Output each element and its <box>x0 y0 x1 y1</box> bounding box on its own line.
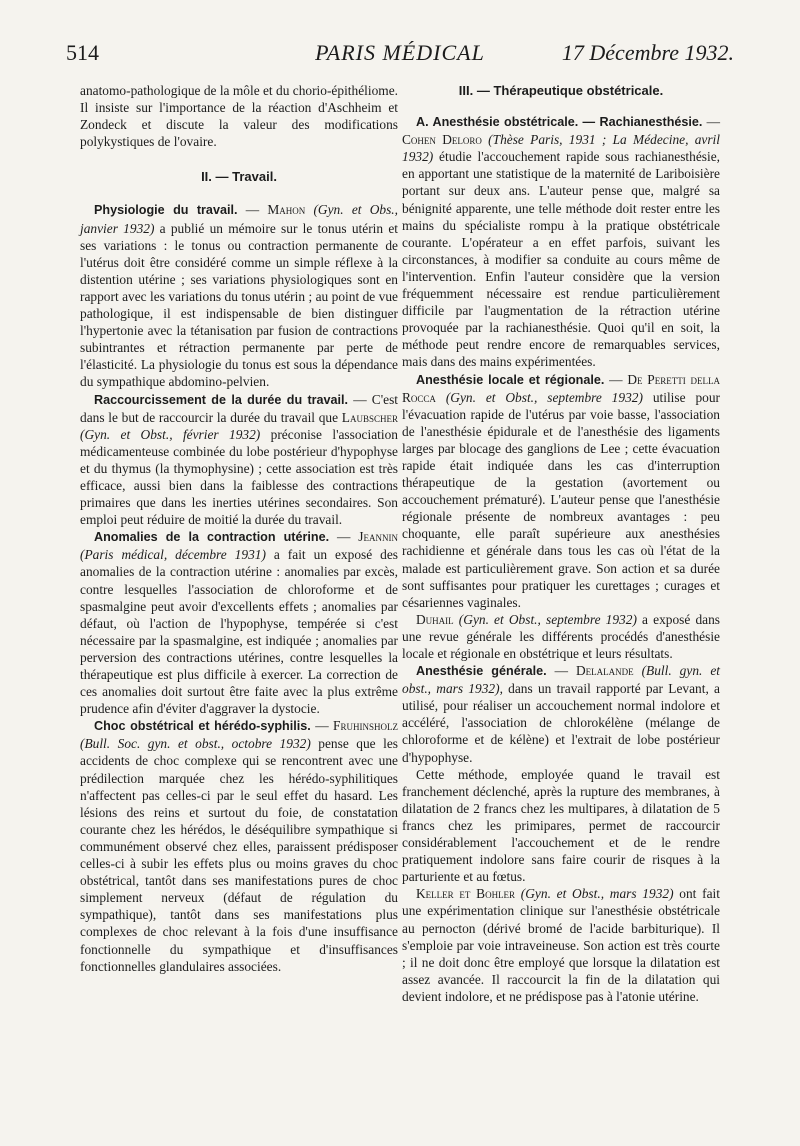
paragraph-choc: Choc obstétrical et hérédo-syphilis. — Fruhinsholz (Bull. Soc. gyn. et obst., octobre 1932) pense que les accidents de choc complexe qui se rencontrent avec une prédilection marquée chez les hérédo-syphilitiques n'affectent pas celles-ci par le seul effet du hasard. Les lésions des reins et surtout du foie, de constatation courante chez les hérédos, le déséquilibre sympathique si communément observé chez elles, paraissent prédisposer celles-ci à subir les effets plus ou moins graves du choc obstétrical, tantôt dans ses manifestations pures de choc simplement nerveux (défaut de régulation du sympathique), tantôt dans ses manifestations plus complexes de choc relevant à la fois d'une insuffisance fonctionnelle du sympathique et d'insuffisances fonctionnelles glandulaires associées. <box>80 718 398 974</box>
page-number: 514 <box>66 40 99 65</box>
citation: (Bull. gyn. et obst., mars 1932) <box>402 663 720 697</box>
paragraph-raccourcissement: Raccourcissement de la durée du travail. — C'est dans le but de raccourcir la durée du travail que Laubscher (Gyn. et Obst., février 1932) préconise l'association médicamenteuse combinée du lobe postérieur d'hypophyse et du thymus (la thymophysine) ; cette association est très efficace, aussi bien dans la faiblesse des contractions primaires que dans les inerties utérines secondaires. Son emploi peut réduire de moitié la durée du travail. <box>80 391 398 528</box>
run-in-heading: Choc obstétrical et hérédo-syphilis. <box>94 719 311 734</box>
right-column <box>402 82 720 1005</box>
paragraph-keller-bohler: Keller et Bohler (Gyn. et Obst., mars 1932) ont fait une expérimentation clinique sur l'anesthésie obstétricale au pernocton (dérivé bromé de l'acide barbiturique). Il s'emploie par voie intraveineuse. Son action est très courte ; il ne doit donc être employé que lorsque la dilatation est assez avancée. Il raccourcit la fin de la dilatation qui devient indolore, et ne prédispose pas à l'atonie utérine. <box>402 886 720 1004</box>
citation: (Gyn. et Obst., septembre 1932) <box>435 389 643 405</box>
paragraph-duhail: Duhail (Gyn. et Obst., septembre 1932) a exposé dans une revue générale les différents procédés d'anesthésie locale et régionale en obstétrique et leurs résultats. <box>402 611 720 661</box>
author-name: Laubscher <box>341 409 398 425</box>
left-column <box>80 82 398 975</box>
run-in-heading: Anesthésie locale et régionale. <box>416 372 605 387</box>
citation: (Gyn. et Obst., septembre 1932) <box>453 611 637 627</box>
citation: (Gyn. et Obst., février 1932) <box>80 426 261 442</box>
paragraph-anomalies: Anomalies de la contraction utérine. — Jeannin (Paris médical, décembre 1931) a fait un exposé des anomalies de la contraction utérine : anomalies par excès, contre lesquelles l'association de chloroforme et de spasmalgine peut avoir d'excellents effets ; anomalies par défaut, où l'action de l'hypophyse, tempérée si c'est nécessaire par la spasmalgine, est indiquée ; anomalies par perversion des contractions utérines, contre lesquelles la thérapeutique est plus difficile à exercer. La correction de ces anomalies doit surtout être faite avec la plus extrême prudence afin d'éviter d'aggraver la dystocie. <box>80 529 398 717</box>
author-name: Mahon <box>267 202 306 218</box>
running-header <box>66 40 734 72</box>
author-name: Delalande <box>575 663 634 679</box>
run-in-heading: A. Anesthésie obstétricale. — Rachianesthésie. <box>416 115 703 130</box>
run-in-heading: Anomalies de la contraction utérine. <box>94 530 330 545</box>
paragraph-physiologie: Physiologie du travail. — Mahon (Gyn. et Obs., janvier 1932) a publié un mémoire sur le tonus utérin et ses variations : le tonus ou contraction permanente de l'utérus doit être considéré comme un simple réflexe à la distention utérine ; ses variations physiologiques sont en rapport avec les variations du tonus utérin ; au point de vue pathologique, il est indispensable de bien distinguer l'hypertonie avec la tétanisation par fusion de contractions subintrantes et rétraction permanente par perte de l'élasticité. La physiologie du tonus est sous la dépendance du sympathique abdomino-pelvien. <box>80 202 398 390</box>
citation: (Gyn. et Obst., mars 1932) <box>515 886 674 902</box>
paragraph-methode: Cette méthode, employée quand le travail est franchement déclenché, après la rupture des membranes, à dilatation de 2 francs chez les multipares, à dilatation de 5 francs chez les primipares, permet de raccourcir considérablement l'accouchement et de le rendre pratiquement indolore sans faire courir de risques à la parturiente et au fœtus. <box>402 766 720 885</box>
citation: (Paris médical, décembre 1931) <box>80 547 266 563</box>
paragraph-anesthesie-locale: Anesthésie locale et régionale. — De Peretti della Rocca (Gyn. et Obst., septembre 1932) utilise pour l'évacuation rapide de l'utérus par voie basse, l'association de l'anesthésie épidurale et de l'anesthésie des ligaments larges par blocage des ganglions de Lee ; cette évacuation rapide était indiquée dans les cas d'interruption thérapeutique de la gestation (avortement ou accouchement prématuré). L'auteur pense que l'anesthésie régionale présente de nombreux avantages : peu choquante, elle paraît supérieure aux anesthésies rachidienne et générale dans tous les cas où l'état de la malade est particulièrement grave. Son action et sa durée sont suffisantes pour pratiquer les curettages ; curages et césariennes vaginales. <box>402 371 720 610</box>
issue-date: 17 Décembre 1932. <box>561 40 734 65</box>
paragraph-anesthesie-generale: Anesthésie générale. — Delalande (Bull. gyn. et obst., mars 1932), dans un travail rapporté par Levant, a utilisé, pour réaliser un accouchement normal indolore et accéléré, l'association de chlorokélène (mélange de chloroforme et de kélène) et l'extrait de lobe postérieur d'hypophyse. <box>402 663 720 765</box>
citation: (Bull. Soc. gyn. et obst., octobre 1932) <box>80 736 311 752</box>
run-in-heading: Anesthésie générale. <box>416 664 547 679</box>
run-in-heading: Physiologie du travail. <box>94 203 238 218</box>
continued-paragraph: anatomo-pathologique de la môle et du chorio-épithéliome. Il insiste sur l'importance de la réaction d'Aschheim et Zondeck et discute la valeur des modifications polykystiques de l'ovaire. <box>80 83 398 150</box>
author-name: Cohen Deloro <box>402 132 482 148</box>
author-name: Duhail <box>416 611 454 627</box>
section-title-travail: II. — Travail. <box>201 169 277 185</box>
author-name: Fruhinsholz <box>333 718 398 734</box>
citation: (Thèse Paris, 1931 ; La Médecine, avril 1932) <box>402 132 720 165</box>
author-name: De Peretti della Rocca <box>402 371 720 405</box>
section-title-therapeutique: III. — Thérapeutique obstétricale. <box>458 83 664 98</box>
run-in-heading: Raccourcissement de la durée du travail. <box>94 392 349 407</box>
paragraph-rachianesthesie: A. Anesthésie obstétricale. — Rachianesthésie. — Cohen Deloro (Thèse Paris, 1931 ; La Médecine, avril 1932) étudie l'accouchement rapide sous rachianesthésie, en apportant une statistique de la maternité de Lariboisière portant sur deux ans. L'auteur pense que, malgré sa bénignité apparente, une telle méthode doit rester entre les mains du spécialiste rompu à la pratique obstétricale courante. L'opérateur a en effet parfois, suivant les circonstances, à modifier sa conduite au cours même de l'intervention. Enfin l'auteur considère que la version fréquemment nécessaire est rendue particulièrement difficile par l'augmentation de la rétraction utérine provoquée par la rachianesthésie. Quoi qu'il en soit, la méthode peut rendre encore de remarquables services, mais dans des mains expérimentées. <box>402 114 720 370</box>
author-name: Jeannin <box>358 529 398 545</box>
citation: (Gyn. et Obs., janvier 1932) <box>80 202 398 236</box>
author-name: Keller et Bohler <box>416 886 516 902</box>
journal-title: PARIS MÉDICAL <box>315 40 485 65</box>
